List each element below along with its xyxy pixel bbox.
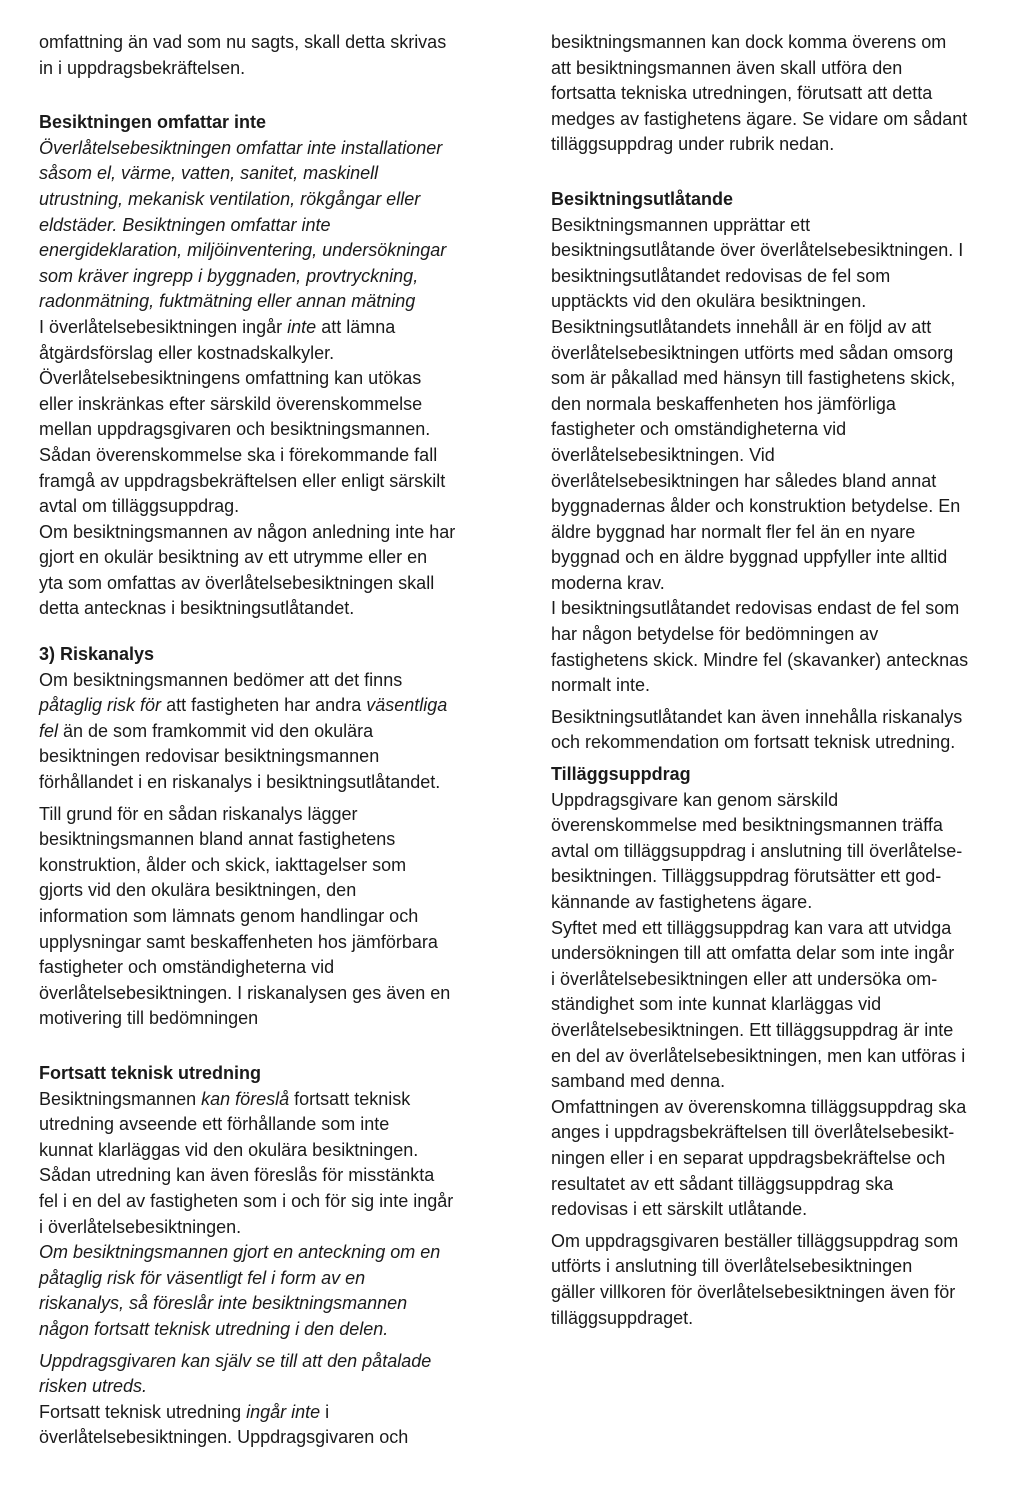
- exclusions-italic-paragraph: Överlåtelsebesiktningen omfattar inte installationer såsom el, värme, vatten, sanitet, maskinell utrustning, mekanisk ventilation, rökgångar eller eldstäder. Besiktningen omfattar inte energideklaration, miljöinventering, undersökningar som kräver ingrepp i byggnaden, provtryckning, radonmätning, fuktmätning eller annan mätning: [39, 137, 447, 312]
- additional-scope-paragraph: Omfattningen av överenskomna tilläggsuppdrag ska anges i uppdragsbekräftelsen till överlåtelsebesikt- ningen eller i en separat uppdragsbekräftelse och resultatet av ett sådant tilläggsuppdrag ska redovisas i ett särskilt utlåtande.: [551, 1096, 967, 1220]
- report-content-paragraph: Besiktningsmannen upprättar ett besiktningsutlåtande över överlåtelsebesiktningen. I besiktningsutlåtandet redovisas de fel som upptäckts vid den okulära besiktningen. Besiktningsutlåtandets innehåll är en följd av att överlåtelsebesiktningen utförts med sådan omsorg som är påkallad med hänsyn till fastighetens skick, den normala beskaffenheten hos jämförliga fastigheter och omständigheterna vid överlåtelsebesiktningen. Vid överlåtelsebesiktningen har således bland annat byggnadernas ålder och konstruktion betydelse. En äldre byggnad har normalt fler fel än en nyare byggnad och en äldre byggnad uppfyller inte alltid moderna krav.: [551, 214, 964, 593]
- not-included-paragraph: [39, 1400, 484, 1451]
- text-run: att fastigheten har andra: [161, 695, 367, 716]
- text-run: Fortsatt teknisk utredning: [39, 1401, 247, 1422]
- emphasis-kan-foresla: kan föreslå: [201, 1088, 290, 1109]
- text-run: Besiktningsmannen: [39, 1088, 202, 1109]
- text-run: Om besiktningsmannen bedömer att det finns: [39, 669, 403, 690]
- heading-besiktningsutlatande: Besiktningsutlåtande: [551, 188, 734, 209]
- client-investigate-italic-paragraph: Uppdragsgivaren kan själv se till att den påtalade risken utreds.: [39, 1350, 432, 1397]
- text-run: än de som framkommit vid den okulära besiktningen redovisar besiktningsmannen förhållandet i en riskanalys i besiktningsutlåtandet.: [39, 720, 441, 793]
- emphasis-ingar-inte: ingår inte: [246, 1401, 321, 1422]
- heading-riskanalys: 3) Riskanalys: [39, 644, 155, 665]
- heading-besiktningen-omfattar-inte: Besiktningen omfattar inte: [39, 112, 267, 133]
- risk-note-italic-paragraph: Om besiktningsmannen gjort en anteckning om en påtaglig risk för väsentligt fel i form av en riskanalys, så föreslår inte besiktningsmannen någon fortsatt teknisk utredning i den delen.: [39, 1242, 441, 1339]
- text-run: I överlåtelsebesiktningen ingår: [39, 316, 288, 337]
- further-investigation-paragraph: [39, 1087, 484, 1241]
- report-faults-paragraph: I besiktningsutlåtandet redovisas endast de fel som har någon betydelse för bedömningen av fastighetens skick. Mindre fel (skavanker) antecknas normalt inte.: [551, 598, 969, 696]
- right-column: [551, 30, 996, 1331]
- right-intro-paragraph: besiktningsmannen kan dock komma överens om att besiktningsmannen även skall utföra den fortsatta tekniska utredningen, förutsatt att detta medges av fastighetens ägare. Se vidare om sådant tilläggsuppdrag under rubrik nedan.: [551, 32, 968, 155]
- text-run: fortsatt teknisk utredning avseende ett förhållande som inte kunnat klarläggas vid den okulära besiktningen. Sådan utredning kan även föreslås för misstänkta fel i en del av fastigheten som i och för sig inte ingår i överlåtelsebesiktningen.: [39, 1088, 454, 1237]
- additional-purpose-paragraph: Syftet med ett tilläggsuppdrag kan vara att utvidga undersökningen till att omfatta delar som inte ingår i överlåtelsebesiktningen eller att undersöka om- ständighet som inte kunnat klarläggas vid överlåtelsebesiktningen. Ett tilläggsuppdrag är inte en del av överlåtelsebesiktningen, men kan utföras i samband med denna.: [551, 917, 966, 1092]
- scope-change-paragraph: Överlåtelsebesiktningens omfattning kan utökas eller inskränkas efter särskild överenskommelse mellan uppdragsgivaren och besiktningsmannen. Sådan överenskommelse ska i förekommande fall framgå av uppdragsbekräftelsen eller enligt särskilt avtal om tilläggsuppdrag.: [39, 368, 446, 517]
- no-action-proposal-paragraph: [39, 315, 484, 366]
- emphasis-vasentliga-fel: väsentliga fel: [39, 695, 448, 741]
- risk-analysis-basis-paragraph: Till grund för en sådan riskanalys lägger besiktningsmannen bland annat fastighetens konstruktion, ålder och skick, iakttagelser som gjorts vid den okulära besiktningen, den information som lämnats genom handlingar och upplysningar samt beskaffenheten hos jämförbara fastigheter och omständigheterna vid överlåtelsebesiktningen. I riskanalysen ges även en motivering till bedömningen: [39, 803, 451, 1029]
- text-run: i överlåtelsebesiktningen. Uppdragsgivaren och: [39, 1401, 409, 1448]
- additional-terms-paragraph: Om uppdragsgivaren beställer tilläggsuppdrag som utförts i anslutning till överlåtelsebesiktningen gäller villkoren för överlåtelsebesiktningen även för tilläggsuppdraget.: [551, 1230, 959, 1328]
- emphasis-inte: inte: [287, 316, 317, 337]
- additional-assignment-paragraph: Uppdragsgivare kan genom särskild överenskommelse med besiktningsmannen träffa avtal om tilläggsuppdrag i anslutning till överlåtelse- besiktningen. Tilläggsuppdrag förutsätter ett god- kännande av fastighetens ägare.: [551, 789, 963, 912]
- emphasis-pataglig-risk: påtaglig risk för: [39, 695, 162, 716]
- heading-fortsatt-teknisk-utredning: Fortsatt teknisk utredning: [39, 1062, 262, 1083]
- left-intro-paragraph: omfattning än vad som nu sagts, skall detta skrivas in i uppdragsbekräftelsen.: [39, 32, 447, 78]
- text-run: att lämna åtgärdsförslag eller kostnadskalkyler.: [39, 316, 396, 363]
- left-column: [39, 30, 484, 1451]
- report-risk-paragraph: Besiktningsutlåtandet kan även innehålla riskanalys och rekommendation om fortsatt teknisk utredning.: [551, 706, 963, 753]
- uninspected-area-paragraph: Om besiktningsmannen av någon anledning inte har gjort en okulär besiktning av ett utrymme eller en yta som omfattas av överlåtelsebesiktningen skall detta antecknas i besiktningsutlåtandet.: [39, 521, 456, 619]
- heading-tillaggsuppdrag: Tilläggsuppdrag: [551, 764, 691, 785]
- risk-analysis-intro-paragraph: [39, 668, 484, 796]
